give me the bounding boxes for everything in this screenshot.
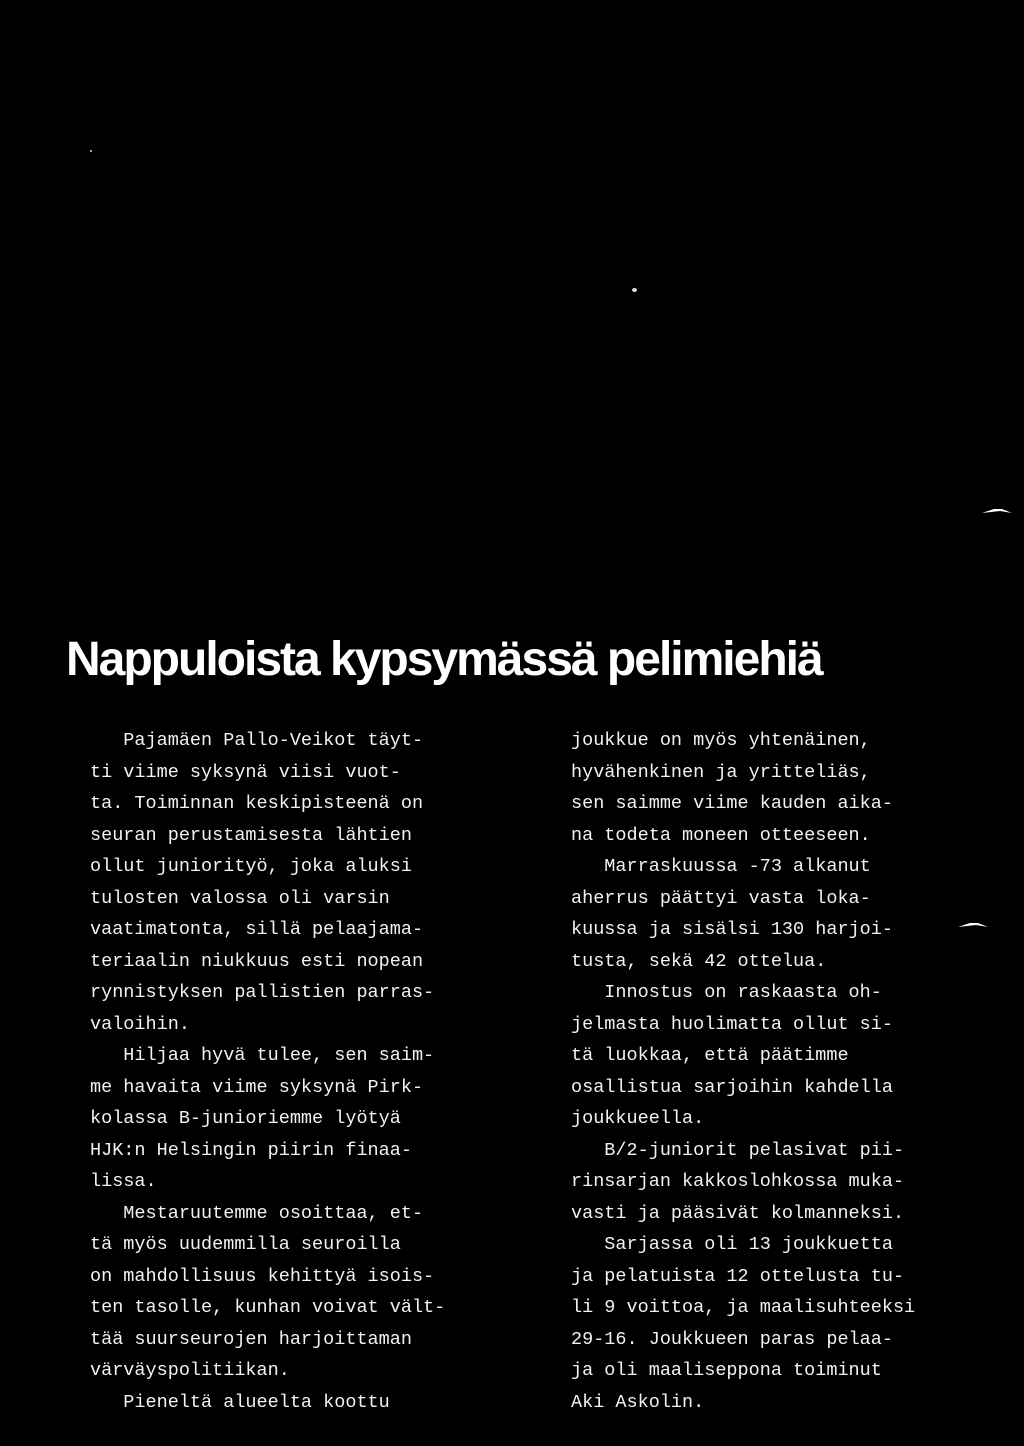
article-text-line: värväyspolitiikan. — [90, 1360, 290, 1381]
article-text-line: hyvähenkinen ja yritteliäs, — [571, 761, 871, 783]
article-text-line: teriaalin niukkuus esti nopean — [90, 950, 424, 972]
article-text-line: Hiljaa hyvä tulee, sen saim- — [90, 1045, 435, 1066]
article-text-line: tulosten valossa oli varsin — [90, 887, 390, 909]
article-text-line: B/2-juniorit pelasivat pii- — [571, 1139, 905, 1161]
article-text-line: Marraskuussa -73 alkanut — [571, 856, 871, 877]
article-text-line: ten tasolle, kunhan voivat vält- — [90, 1297, 446, 1318]
article-text-line: aherrus päättyi vasta loka- — [571, 887, 871, 909]
print-smudge — [982, 508, 1012, 514]
article-text-line: ja oli maaliseppona toiminut — [571, 1360, 882, 1381]
article-text-line: kuussa ja sisälsi 130 harjoi- — [571, 919, 893, 940]
article-text-line: me havaita viime syksynä Pirk- — [90, 1076, 424, 1098]
article-text-line: Sarjassa oli 13 joukkuetta — [571, 1234, 893, 1255]
article-text-line: tä myös uudemmilla seuroilla — [90, 1234, 401, 1255]
article-text-line: na todeta moneen otteeseen. — [571, 824, 871, 846]
article-text-line: Innostus on raskaasta oh- — [571, 982, 882, 1003]
article-text-line: Mestaruutemme osoittaa, et- — [90, 1202, 424, 1224]
article-text-line: HJK:n Helsingin piirin finaa- — [90, 1139, 412, 1161]
article-title: Nappuloista kypsymässä pelimiehiä — [66, 633, 822, 686]
article-text-line: li 9 voittoa, ja maalisuhteeksi — [571, 1297, 916, 1318]
article-text-line: rynnistyksen pallistien parras- — [90, 982, 435, 1003]
article-text-line: joukkue on myös yhtenäinen, — [571, 730, 871, 751]
article-text-line: kolassa B-junioriemme lyötyä — [90, 1108, 401, 1129]
print-speck — [632, 288, 637, 292]
article-column-right — [571, 725, 915, 1418]
print-smudge — [958, 922, 988, 928]
article-text-line: osallistua sarjoihin kahdella — [571, 1076, 893, 1098]
article-column-left — [90, 725, 445, 1418]
article-text-line: joukkueella. — [571, 1108, 705, 1129]
article-text-line: Aki Askolin. — [571, 1391, 705, 1413]
article-text-line: tusta, sekä 42 ottelua. — [571, 950, 827, 972]
article-text-line: 29-16. Joukkueen paras pelaa- — [571, 1328, 893, 1350]
article-text-line: Pajamäen Pallo-Veikot täyt- — [90, 730, 424, 751]
article-text-line: ja pelatuista 12 ottelusta tu- — [571, 1265, 905, 1287]
article-text-line: rinsarjan kakkoslohkossa muka- — [571, 1171, 905, 1192]
article-text-line: vasti ja pääsivät kolmanneksi. — [571, 1202, 905, 1224]
article-text-line: ti viime syksynä viisi vuot- — [90, 761, 401, 783]
article-text-line: valoihin. — [90, 1013, 190, 1035]
article-text-line: on mahdollisuus kehittyä isois- — [90, 1265, 435, 1287]
article-text-line: ollut juniorityö, joka aluksi — [90, 856, 412, 877]
article-text-line: jelmasta huolimatta ollut si- — [571, 1013, 893, 1035]
article-text-line: seuran perustamisesta lähtien — [90, 824, 412, 846]
article-text-line: lissa. — [90, 1171, 157, 1192]
article-text-line: tää suurseurojen harjoittaman — [90, 1328, 412, 1350]
print-speck — [90, 150, 92, 152]
article-text-line: vaatimatonta, sillä pelaajama- — [90, 919, 424, 940]
article-text-line: ta. Toiminnan keskipisteenä on — [90, 793, 424, 814]
article-text-line: Pieneltä alueelta koottu — [90, 1391, 390, 1413]
article-text-line: sen saimme viime kauden aika- — [571, 793, 893, 814]
article-text-line: tä luokkaa, että päätimme — [571, 1045, 849, 1066]
